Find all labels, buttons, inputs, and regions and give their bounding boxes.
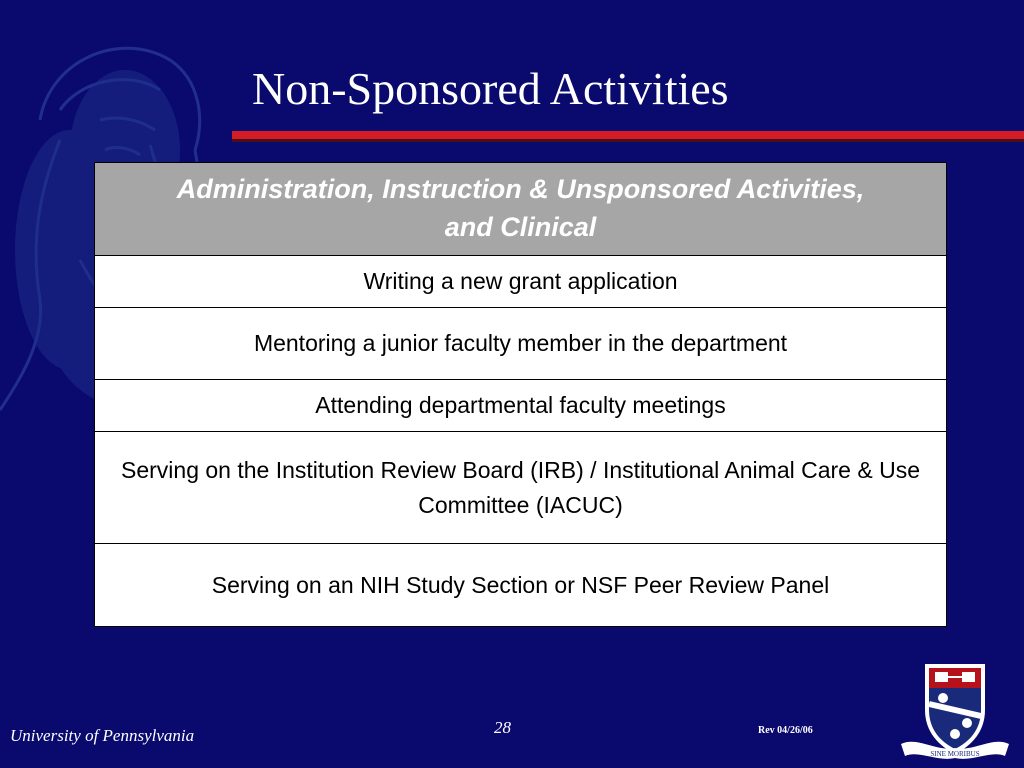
table-header: Administration, Instruction & Unsponsored Activities, and Clinical	[95, 163, 946, 256]
table-row: Attending departmental faculty meetings	[95, 380, 946, 432]
activities-table	[94, 162, 947, 627]
revision-date: Rev 04/26/06	[758, 725, 813, 736]
table-row: Serving on the Institution Review Board (IRB) / Institutional Animal Care & Use Committee (IACUC)	[95, 432, 946, 544]
crest-motto: SINE MORIBUS	[930, 750, 980, 758]
slide-title: Non-Sponsored Activities	[252, 63, 729, 114]
footer-institution: University of Pennsylvania	[10, 726, 195, 745]
table-row: Mentoring a junior faculty member in the department	[95, 308, 946, 380]
penn-shield-crest	[897, 658, 1013, 764]
title-accent-rule-shadow	[232, 139, 1024, 142]
table-row: Writing a new grant application	[95, 256, 946, 308]
page-number: 28	[494, 718, 511, 737]
title-accent-rule	[232, 131, 1024, 139]
table-row: Serving on an NIH Study Section or NSF Peer Review Panel	[211, 571, 830, 598]
